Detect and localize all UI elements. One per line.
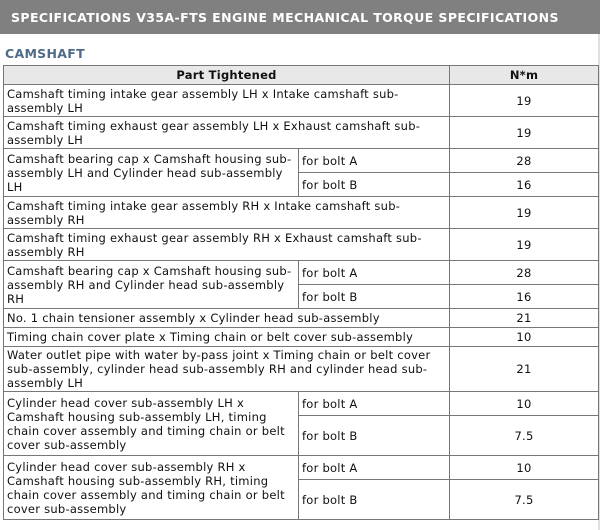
part-tightened-cell: Camshaft timing exhaust gear assembly LH x Exhaust camshaft sub-assembly LH: [4, 117, 450, 149]
bolt-label-cell: for bolt B: [299, 173, 450, 197]
torque-value-cell: 21: [450, 347, 599, 392]
table-row: [4, 117, 599, 149]
torque-value-cell: 19: [450, 117, 599, 149]
bolt-label-cell: for bolt B: [299, 285, 450, 309]
table-row: [4, 229, 599, 261]
table-row: [4, 149, 599, 173]
torque-value-cell: 28: [450, 261, 599, 285]
torque-value-cell: 16: [450, 285, 599, 309]
bolt-label-cell: for bolt A: [299, 456, 450, 480]
part-tightened-cell: Camshaft bearing cap x Camshaft housing sub-assembly LH and Cylinder head sub-assembly LH: [4, 149, 299, 197]
torque-value-cell: 28: [450, 149, 599, 173]
page-title: SPECIFICATIONS V35A-FTS ENGINE MECHANICAL TORQUE SPECIFICATIONS: [0, 0, 600, 34]
bolt-label-cell: for bolt B: [299, 416, 450, 456]
torque-value-cell: 10: [450, 392, 599, 416]
torque-value-cell: 19: [450, 197, 599, 229]
bolt-label-cell: for bolt A: [299, 261, 450, 285]
header-part-tightened: Part Tightened: [4, 66, 450, 85]
torque-value-cell: 21: [450, 309, 599, 328]
torque-value-cell: 10: [450, 456, 599, 480]
torque-table: [3, 65, 599, 520]
torque-value-cell: 19: [450, 229, 599, 261]
part-tightened-cell: Camshaft timing intake gear assembly LH x Intake camshaft sub-assembly LH: [4, 85, 450, 117]
bolt-label-cell: for bolt B: [299, 480, 450, 520]
bolt-label-cell: for bolt A: [299, 392, 450, 416]
torque-value-cell: 7.5: [450, 480, 599, 520]
table-row: [4, 261, 599, 285]
part-tightened-cell: No. 1 chain tensioner assembly x Cylinder head sub-assembly: [4, 309, 450, 328]
table-row: [4, 85, 599, 117]
table-row: [4, 328, 599, 347]
torque-value-cell: 7.5: [450, 416, 599, 456]
part-tightened-cell: Camshaft timing exhaust gear assembly RH x Exhaust camshaft sub-assembly RH: [4, 229, 450, 261]
part-tightened-cell: Cylinder head cover sub-assembly LH x Camshaft housing sub-assembly LH, timing chain cover assembly and timing chain or belt cover sub-assembly: [4, 392, 299, 456]
part-tightened-cell: Cylinder head cover sub-assembly RH x Camshaft housing sub-assembly RH, timing chain cover assembly and timing chain or belt cover sub-assembly: [4, 456, 299, 520]
part-tightened-cell: Camshaft timing intake gear assembly RH x Intake camshaft sub-assembly RH: [4, 197, 450, 229]
torque-value-cell: 16: [450, 173, 599, 197]
part-tightened-cell: Camshaft bearing cap x Camshaft housing sub-assembly RH and Cylinder head sub-assembly RH: [4, 261, 299, 309]
bolt-label-cell: for bolt A: [299, 149, 450, 173]
section-title: CAMSHAFT: [5, 46, 85, 61]
table-row: [4, 456, 599, 480]
header-torque-value: N*m: [450, 66, 599, 85]
table-row: [4, 197, 599, 229]
table-row: [4, 347, 599, 392]
table-row: [4, 309, 599, 328]
part-tightened-cell: Timing chain cover plate x Timing chain or belt cover sub-assembly: [4, 328, 450, 347]
part-tightened-cell: Water outlet pipe with water by-pass joint x Timing chain or belt cover sub-assembly, cylinder head sub-assembly RH and cylinder head sub-assembly LH: [4, 347, 450, 392]
torque-value-cell: 10: [450, 328, 599, 347]
torque-value-cell: 19: [450, 85, 599, 117]
table-row: [4, 392, 599, 416]
